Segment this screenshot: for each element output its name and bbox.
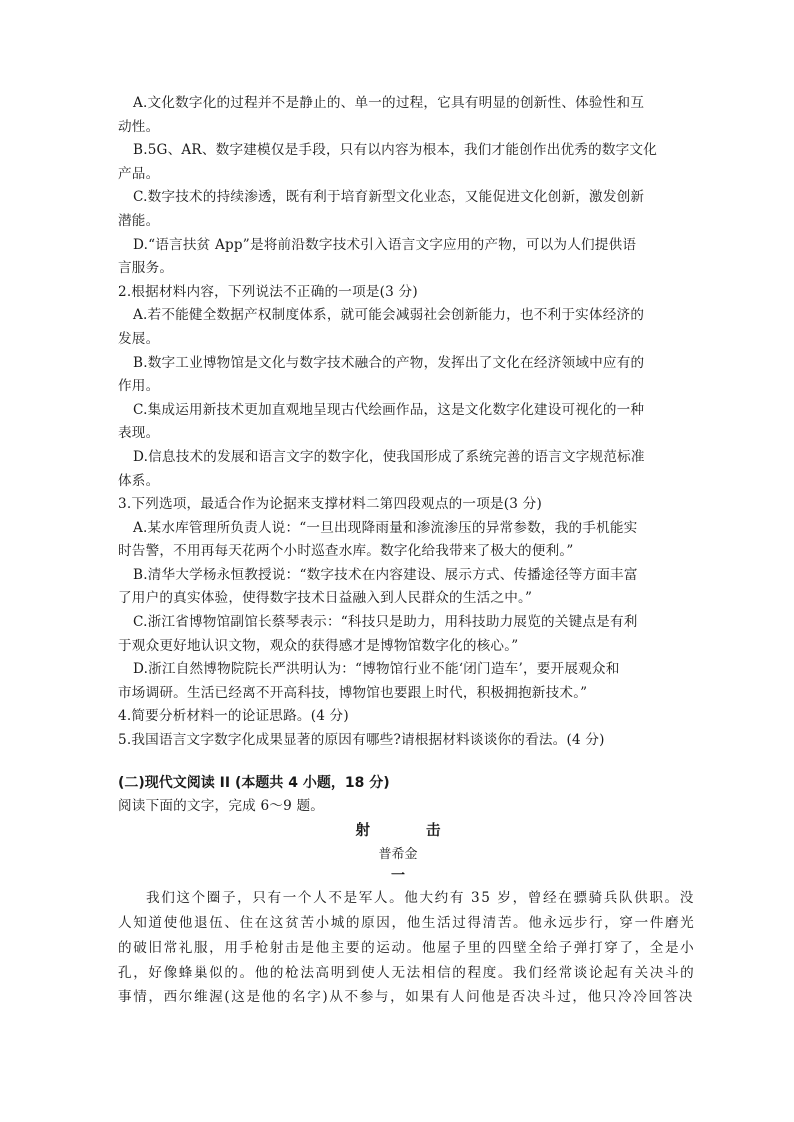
q2-stem: 2.根据材料内容，下列说法不正确的一项是(3 分) (118, 283, 418, 300)
q3-option-d: D.浙江自然博物院院长严洪明认为：“博物馆行业不能‘闭门造车’，要开展观众和 市场调研。生活已经离不开高科技，博物馆也要跟上时代，积极拥抱新技术。” (118, 661, 620, 701)
q2-option-b: B.数字工业博物馆是文化与数字技术融合的产物，发挥出了文化在经济领域中应有的 作用。 (118, 354, 645, 395)
q3-option-b: B.清华大学杨永恒教授说：“数字技术在内容建设、展示方式、传播途径等方面丰富 了用户的真实体验，使得数字技术日益融入到人民群众的生活之中。” (118, 566, 638, 607)
question-5: 5.我国语言文字数字化成果显著的原因有哪些?请根据材料谈谈你的看法。(4 分) (118, 732, 605, 749)
story-paragraph: 我们这个圈子，只有一个人不是军人。他大约有 35 岁，曾经在骠骑兵队供职。没 人知道使他退伍、住在这贫苦小城的原因，他生活过得清苦。他永远步行，穿一件磨光 的破旧常礼服，用手枪射击是他主要的运动。他屋子里的四壁全给子弹打穿了，全是小 孔，好像蜂巢似的。他的枪法高明到使人无法相信的程度。我们经常谈论起有关决斗的 事情，西尔维渥(这是他的名字)从不参与，如果有人问他是否决斗过，他只冷冷回答决 (118, 890, 696, 1006)
q2-option-d: D.信息技术的发展和语言文字的数字化，使我国形成了系统完善的语言文字规范标准 体系。 (118, 448, 645, 489)
question-3 (118, 493, 678, 705)
q2-option-c: C.集成运用新技术更加直观地呈现古代绘画作品，这是文化数字化建设可视化的一种 表现。 (118, 401, 645, 442)
page-content (118, 92, 696, 1010)
story-author: 普希金 (378, 847, 418, 863)
part-number: 一 (391, 868, 405, 885)
q1-option-c: C.数字技术的持续渗透，既有利于培育新型文化业态，又能促进文化创新，激发创新 潜能。 (118, 189, 645, 229)
section-2 (118, 771, 696, 1011)
q3-option-a: A.某水库管理所负责人说：“一旦出现降雨量和渗流渗压的异常参数，我的手机能实 时告警，不用再每天花两个小时巡查水库。数字化给我带来了极大的便利。” (118, 519, 638, 560)
story-title: 射击 (355, 823, 497, 840)
section-heading: (二)现代文阅读 II (本题共 4 小题，18 分) (118, 774, 390, 791)
q1-option-a: A.文化数字化的过程并不是静止的、单一的过程，它具有明显的创新性、体验性和互 动性。 (118, 95, 645, 135)
q2-option-a: A.若不能健全数据产权制度体系，就可能会减弱社会创新能力，也不利于实体经济的 发展。 (118, 307, 645, 347)
q3-stem: 3.下列选项，最适合作为论据来支撑材料二第四段观点的一项是(3 分) (118, 496, 542, 513)
question-4: 4.简要分析材料一的论证思路。(4 分) (118, 708, 349, 725)
q1-options (118, 92, 678, 281)
q1-option-b: B.5G、AR、数字建模仅是手段，只有以内容为根本，我们才能创作出优秀的数字文化 产品。 (118, 142, 658, 182)
q3-option-c: C.浙江省博物馆副馆长蔡琴表示：“科技只是助力，用科技助力展览的关键点是有利 于观众更好地认识文物，观众的获得感才是博物馆数字化的核心。” (118, 614, 638, 654)
section-instruction: 阅读下面的文字，完成 6～9 题。 (118, 797, 325, 814)
q1-option-d: D.“语言扶贫 App”是将前沿数字技术引入语言文字应用的产物，可以为人们提供语 言服务。 (118, 236, 637, 277)
question-2 (118, 281, 678, 493)
